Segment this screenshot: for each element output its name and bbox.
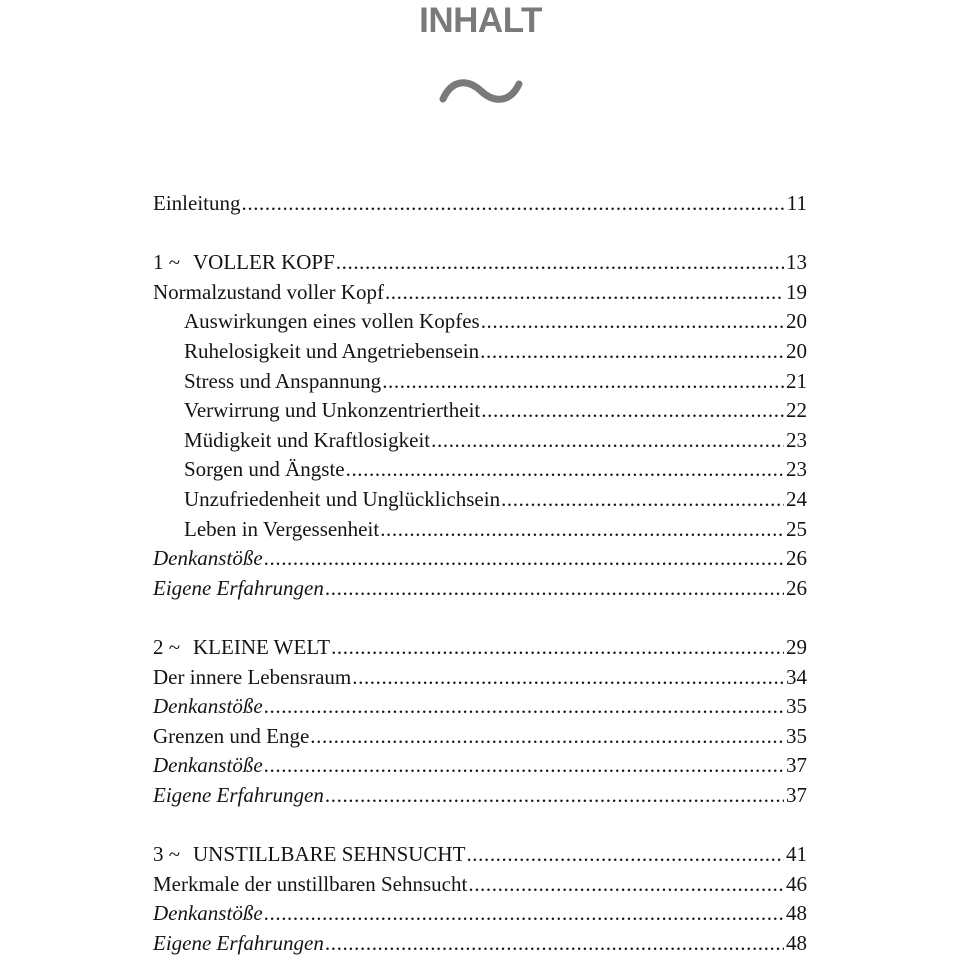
dot-leader [352, 663, 784, 693]
toc-entry[interactable] [153, 722, 807, 752]
toc-entry-page: 37 [786, 782, 807, 807]
dot-leader [382, 367, 784, 397]
toc-entry-title [153, 633, 330, 663]
toc-entry-page: 35 [786, 723, 807, 748]
toc-entry-title [153, 248, 335, 278]
toc-entry-title: Eigene Erfahrungen [153, 782, 324, 807]
toc-entry-title: Denkanstöße [153, 546, 263, 571]
chapter-number: 1 ~ [153, 250, 181, 275]
toc-entry-page: 20 [786, 338, 807, 363]
chapter-title: VOLLER KOPF [193, 250, 335, 275]
toc-subentry[interactable] [153, 367, 807, 397]
toc-entry-title: Unzufriedenheit und Unglücklichsein [184, 486, 501, 511]
chapter-title: KLEINE WELT [193, 634, 331, 659]
toc-entry[interactable] [153, 663, 807, 693]
dot-leader [431, 426, 784, 456]
chapter-title: UNSTILLBARE SEHNSUCHT [193, 842, 466, 867]
toc-subentry[interactable] [153, 337, 807, 367]
toc-subentry[interactable] [153, 515, 807, 545]
toc-entry-denkanstoesse[interactable] [153, 544, 807, 574]
toc-entry-page: 46 [786, 871, 807, 896]
toc-entry-title: Denkanstöße [153, 694, 263, 719]
toc-entry-page: 35 [786, 694, 807, 719]
toc-entry-einleitung[interactable] [153, 189, 807, 219]
dot-leader [264, 751, 784, 781]
toc-entry-page: 48 [786, 930, 807, 955]
toc-chapter-3[interactable] [153, 840, 807, 870]
tilde-ornament-icon [438, 72, 524, 112]
toc-entry-denkanstoesse[interactable] [153, 899, 807, 929]
dot-leader [501, 485, 784, 515]
toc-entry-denkanstoesse[interactable] [153, 751, 807, 781]
toc-entry-title [153, 840, 465, 870]
toc-entry-page: 21 [786, 368, 807, 393]
toc-entry-page: 24 [786, 486, 807, 511]
dot-leader [242, 189, 785, 219]
toc-entry-page: 23 [786, 457, 807, 482]
toc-entry-title: Sorgen und Ängste [184, 457, 345, 482]
toc-chapter-2[interactable] [153, 633, 807, 663]
dot-leader [325, 574, 784, 604]
toc-entry-page: 26 [786, 546, 807, 571]
toc-entry-title: Verwirrung und Unkonzentriertheit [184, 398, 481, 423]
dot-leader [336, 248, 784, 278]
toc-subentry[interactable] [153, 307, 807, 337]
toc-entry-page: 19 [786, 279, 807, 304]
toc-entry-page: 26 [786, 575, 807, 600]
toc-entry-title: Der innere Lebensraum [153, 664, 352, 689]
dot-leader [468, 870, 784, 900]
dot-leader [481, 307, 784, 337]
dot-leader [466, 840, 784, 870]
toc-entry-page: 22 [786, 398, 807, 423]
dot-leader [380, 515, 784, 545]
chapter-number: 3 ~ [153, 842, 181, 867]
dot-leader [264, 899, 784, 929]
toc-entry[interactable] [153, 278, 807, 308]
toc-entry-page: 29 [786, 634, 807, 659]
chapter-number: 2 ~ [153, 634, 181, 659]
toc-entry-title: Müdigkeit und Kraftlosigkeit [184, 427, 431, 452]
toc-entry-page: 25 [786, 516, 807, 541]
toc-entry-denkanstoesse[interactable] [153, 692, 807, 722]
dot-leader [481, 396, 784, 426]
toc-entry-title: Denkanstöße [153, 753, 263, 778]
toc-subentry[interactable] [153, 396, 807, 426]
toc-entry-eigene-erfahrungen[interactable] [153, 574, 807, 604]
toc-subentry[interactable] [153, 426, 807, 456]
dot-leader [480, 337, 784, 367]
dot-leader [346, 455, 784, 485]
dot-leader [385, 278, 784, 308]
toc-entry-title: Auswirkungen eines vollen Kopfes [184, 309, 480, 334]
page-title: INHALT [419, 1, 542, 40]
toc-entry-title: Eigene Erfahrungen [153, 575, 324, 600]
toc-entry-title: Leben in Vergessenheit [184, 516, 380, 541]
dot-leader [325, 929, 784, 959]
toc-entry-eigene-erfahrungen[interactable] [153, 781, 807, 811]
toc-entry-title: Normalzustand voller Kopf [153, 279, 384, 304]
table-of-contents [153, 189, 807, 958]
toc-subentry[interactable] [153, 455, 807, 485]
dot-leader [331, 633, 784, 663]
toc-entry-eigene-erfahrungen[interactable] [153, 929, 807, 959]
dot-leader [264, 692, 784, 722]
toc-entry-title: Merkmale der unstillbaren Sehnsucht [153, 871, 468, 896]
dot-leader [325, 781, 784, 811]
toc-entry-page: 37 [786, 753, 807, 778]
toc-entry-title: Ruhelosigkeit und Angetriebensein [184, 338, 480, 363]
toc-entry-title: Einleitung [153, 191, 241, 215]
dot-leader [264, 544, 784, 574]
toc-entry-page: 48 [786, 901, 807, 926]
toc-entry-page: 23 [786, 427, 807, 452]
dot-leader [310, 722, 784, 752]
toc-entry-title: Grenzen und Enge [153, 723, 310, 748]
toc-entry-title: Stress und Anspannung [184, 368, 382, 393]
toc-chapter-1[interactable] [153, 248, 807, 278]
toc-entry-page: 11 [786, 191, 807, 215]
toc-entry-title: Eigene Erfahrungen [153, 930, 324, 955]
toc-entry[interactable] [153, 870, 807, 900]
toc-entry-page: 20 [786, 309, 807, 334]
toc-entry-page: 13 [786, 250, 807, 275]
toc-entry-page: 41 [786, 842, 807, 867]
toc-subentry[interactable] [153, 485, 807, 515]
toc-entry-page: 34 [786, 664, 807, 689]
toc-entry-title: Denkanstöße [153, 901, 263, 926]
